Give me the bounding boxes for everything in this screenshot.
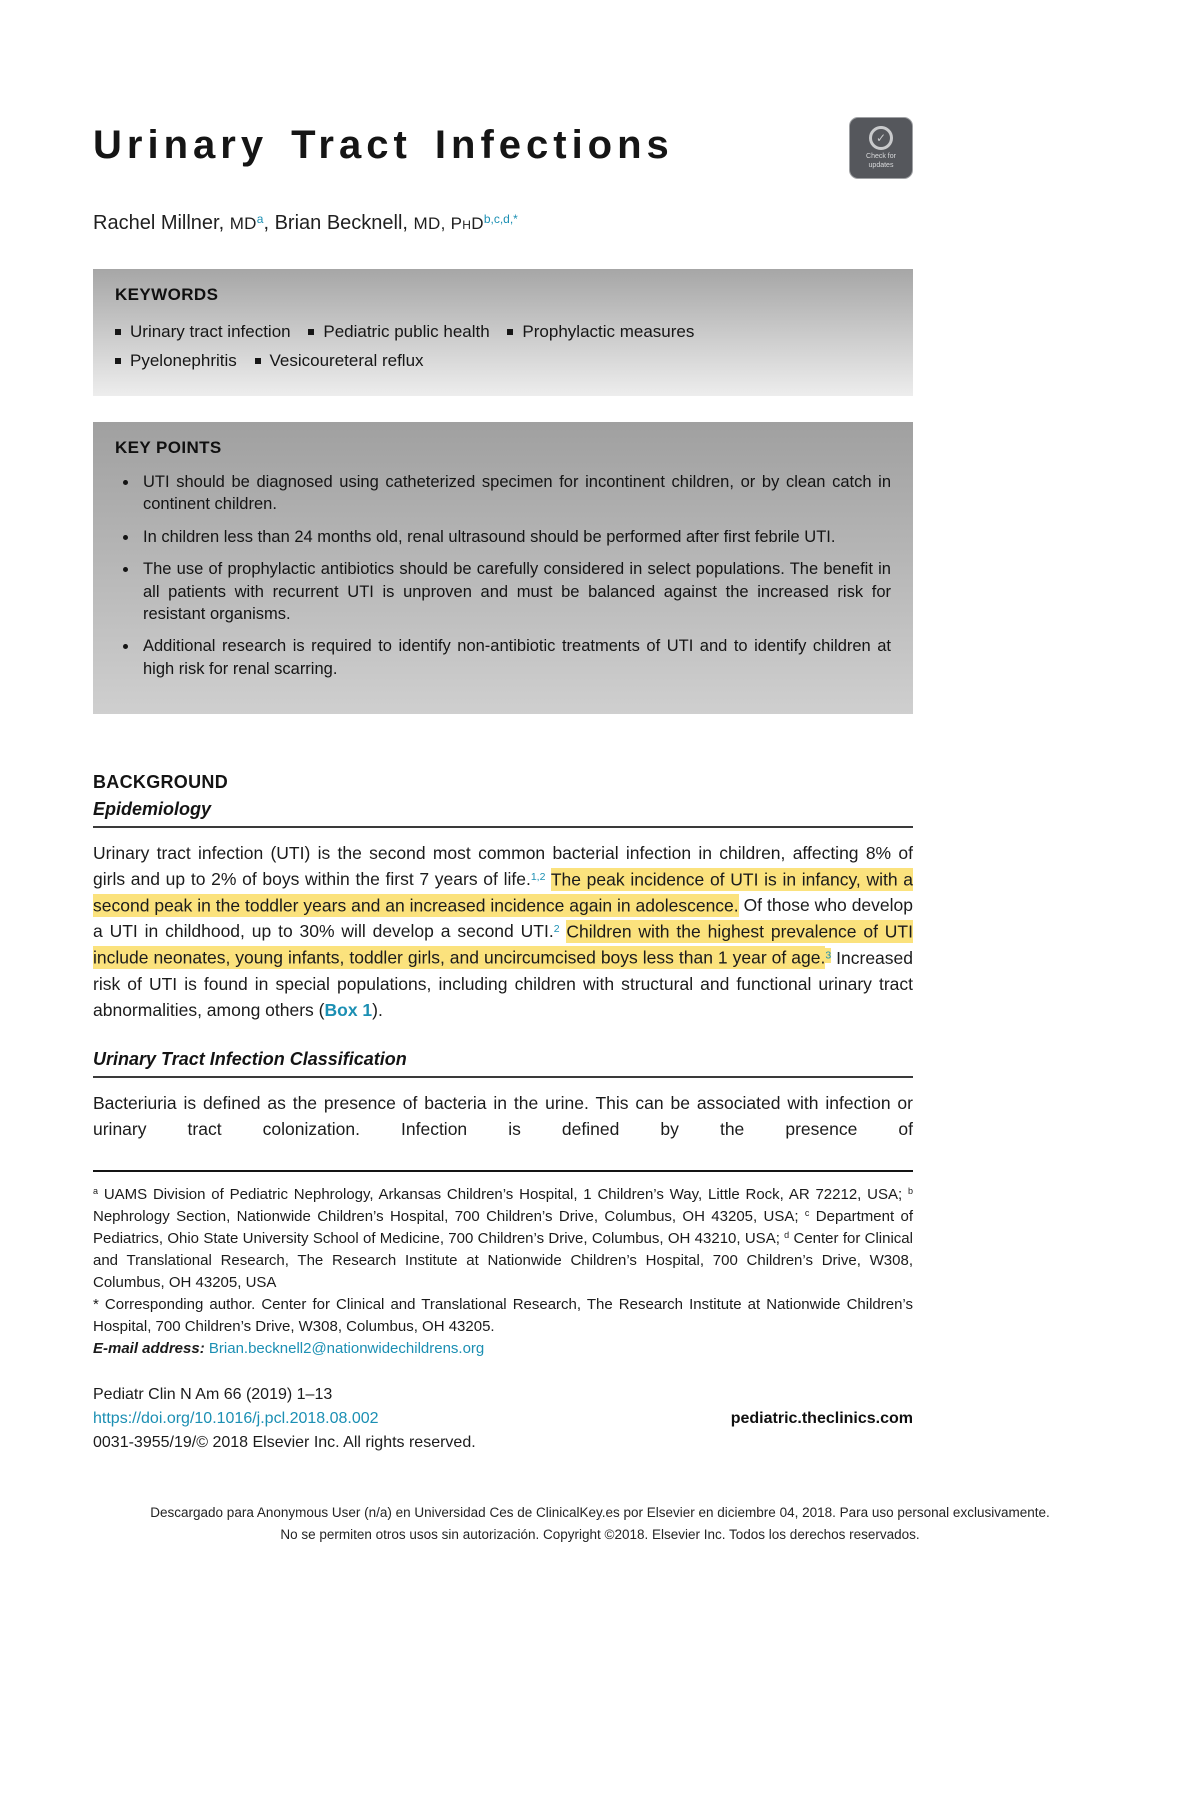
square-bullet-icon (115, 329, 121, 335)
article-column (93, 0, 913, 1452)
epidemiology-paragraph: Urinary tract infection (UTI) is the second most common bacterial infection in children, affecting 8% of girls and up to 2% of boys within the first 7 years of life.$^{1,2}$ The peak incidence of UTI is in infancy, with a second peak in the toddler years and an increased incidence again in adolescence. Of those who develop a UTI in childhood, up to 30% will develop a second UTI.$^2$ Children with the highest prevalence of UTI include neonates, young infants, toddler girls, and uncircumcised boys less than 1 year of age.$^3$ Increased risk of UTI is found in special populations, including children with structural and functional urinary tract abnormalities, among others (Box 1). (93, 843, 914, 1020)
background-heading: BACKGROUND (93, 772, 228, 793)
crossmark-label: Check for updates (866, 152, 896, 169)
email-link[interactable]: Brian.becknell2@nationwidechildrens.org (208, 1340, 485, 1358)
check-icon: ✓ (875, 130, 887, 145)
key-point-item: • The use of prophylactic antibiotics should be carefully considered in select populations. The benefit in all patients with recurrent UTI is unproven and must be balanced against the increased risk for resistant organisms. (139, 558, 891, 625)
epidemiology-subheading: Epidemiology (93, 799, 212, 820)
keyword-item (308, 322, 489, 341)
footnotes (93, 1170, 913, 1452)
authors-line: Rachel Millner, $MD^a$, Brian Becknell, MD, PhD$^{b,c,d,*}$ (93, 212, 518, 234)
masthead (93, 123, 913, 168)
key-points-box (93, 422, 913, 715)
background-section (93, 772, 913, 1022)
section-rule (93, 826, 913, 828)
journal-website: pediatric.theclinics.com (730, 1410, 913, 1428)
classification-section (93, 1049, 913, 1142)
classification-subheading: Urinary Tract Infection Classification (93, 1048, 407, 1069)
doi-link[interactable]: https://doi.org/10.1016/j.pcl.2018.08.002 (93, 1410, 379, 1428)
footnote-rule (93, 1170, 913, 1172)
square-bullet-icon (507, 329, 513, 335)
keyword-item (507, 322, 694, 341)
key-point-item: • In children less than 24 months old, renal ultrasound should be performed after first febrile UTI. (139, 526, 891, 548)
keyword-item (115, 351, 237, 370)
key-points-list (115, 471, 891, 681)
keyword-text: Prophylactic measures (522, 322, 695, 341)
square-bullet-icon (255, 358, 261, 364)
square-bullet-icon (115, 358, 121, 364)
section-rule (93, 1076, 913, 1078)
email-footnote: E-mail address: Brian.becknell2@nationwidechildrens.org (93, 1340, 485, 1358)
key-points-heading: KEY POINTS (115, 437, 222, 457)
box-1-reference[interactable]: Box 1 (324, 999, 373, 1020)
keyword-text: Pediatric public health (323, 322, 490, 341)
square-bullet-icon (308, 329, 314, 335)
key-point-item: • UTI should be diagnosed using catheterized specimen for incontinent children, or by clean catch in continent children. (139, 471, 891, 516)
download-disclaimer: Descargado para Anonymous User (n/a) en Universidad Ces de ClinicalKey.es por Elsevier en diciembre 04, 2018. Para uso personal exclusivamente. No se permiten otros usos sin autorización. Copyright ©2018. Elsevier Inc. Todos los derechos reservados. (150, 1505, 1050, 1542)
keyword-text: Pyelonephritis (130, 350, 237, 370)
keywords-heading: KEYWORDS (115, 285, 219, 304)
keywords-list (115, 318, 780, 376)
affiliations-footnote: $^a$ UAMS Division of Pediatric Nephrology, Arkansas Children’s Hospital, 1 Children’s Way, Little Rock, AR 72212, USA; $^b$ Nephrology Section, Nationwide Children’s Hospital, 700 Children’s Drive, Columbus, OH 43205, USA; $^c$ Department of Pediatrics, Ohio State University School of Medicine, 700 Children’s Drive, Columbus, OH 43210, USA; $^d$ Center for Clinical and Translational Research, The Research Institute at Nationwide Children’s Hospital, 700 Children’s Drive, W308, Columbus, OH 43205, USA (93, 1185, 913, 1292)
corresponding-author-footnote: * Corresponding author. Center for Clinical and Translational Research, The Research Institute at Nationwide Children’s Hospital, 700 Children’s Drive, W308, Columbus, OH 43205. (93, 1296, 913, 1336)
classification-paragraph: Bacteriuria is defined as the presence of bacteria in the urine. This can be associated with infection or urinary tract colonization. Infection is defined by the presence of (93, 1092, 913, 1139)
keyword-text: Urinary tract infection (130, 322, 291, 341)
keywords-box (93, 269, 913, 396)
keyword-text: Vesicoureteral reflux (269, 350, 424, 370)
crossmark-badge[interactable] (849, 117, 913, 179)
article-title: Urinary Tract Infections (93, 123, 674, 167)
doi-row (93, 1410, 913, 1428)
key-point-item: • Additional research is required to identify non-antibiotic treatments of UTI and to identify children at high risk for renal scarring. (139, 635, 891, 680)
keyword-item (255, 351, 424, 370)
crossmark-logo-icon (869, 126, 893, 150)
copyright-line: 0031-3955/19/© 2018 Elsevier Inc. All rights reserved. (93, 1434, 476, 1452)
keyword-item (115, 322, 291, 341)
journal-info (93, 1386, 913, 1452)
journal-citation: Pediatr Clin N Am 66 (2019) 1–13 (93, 1386, 333, 1404)
